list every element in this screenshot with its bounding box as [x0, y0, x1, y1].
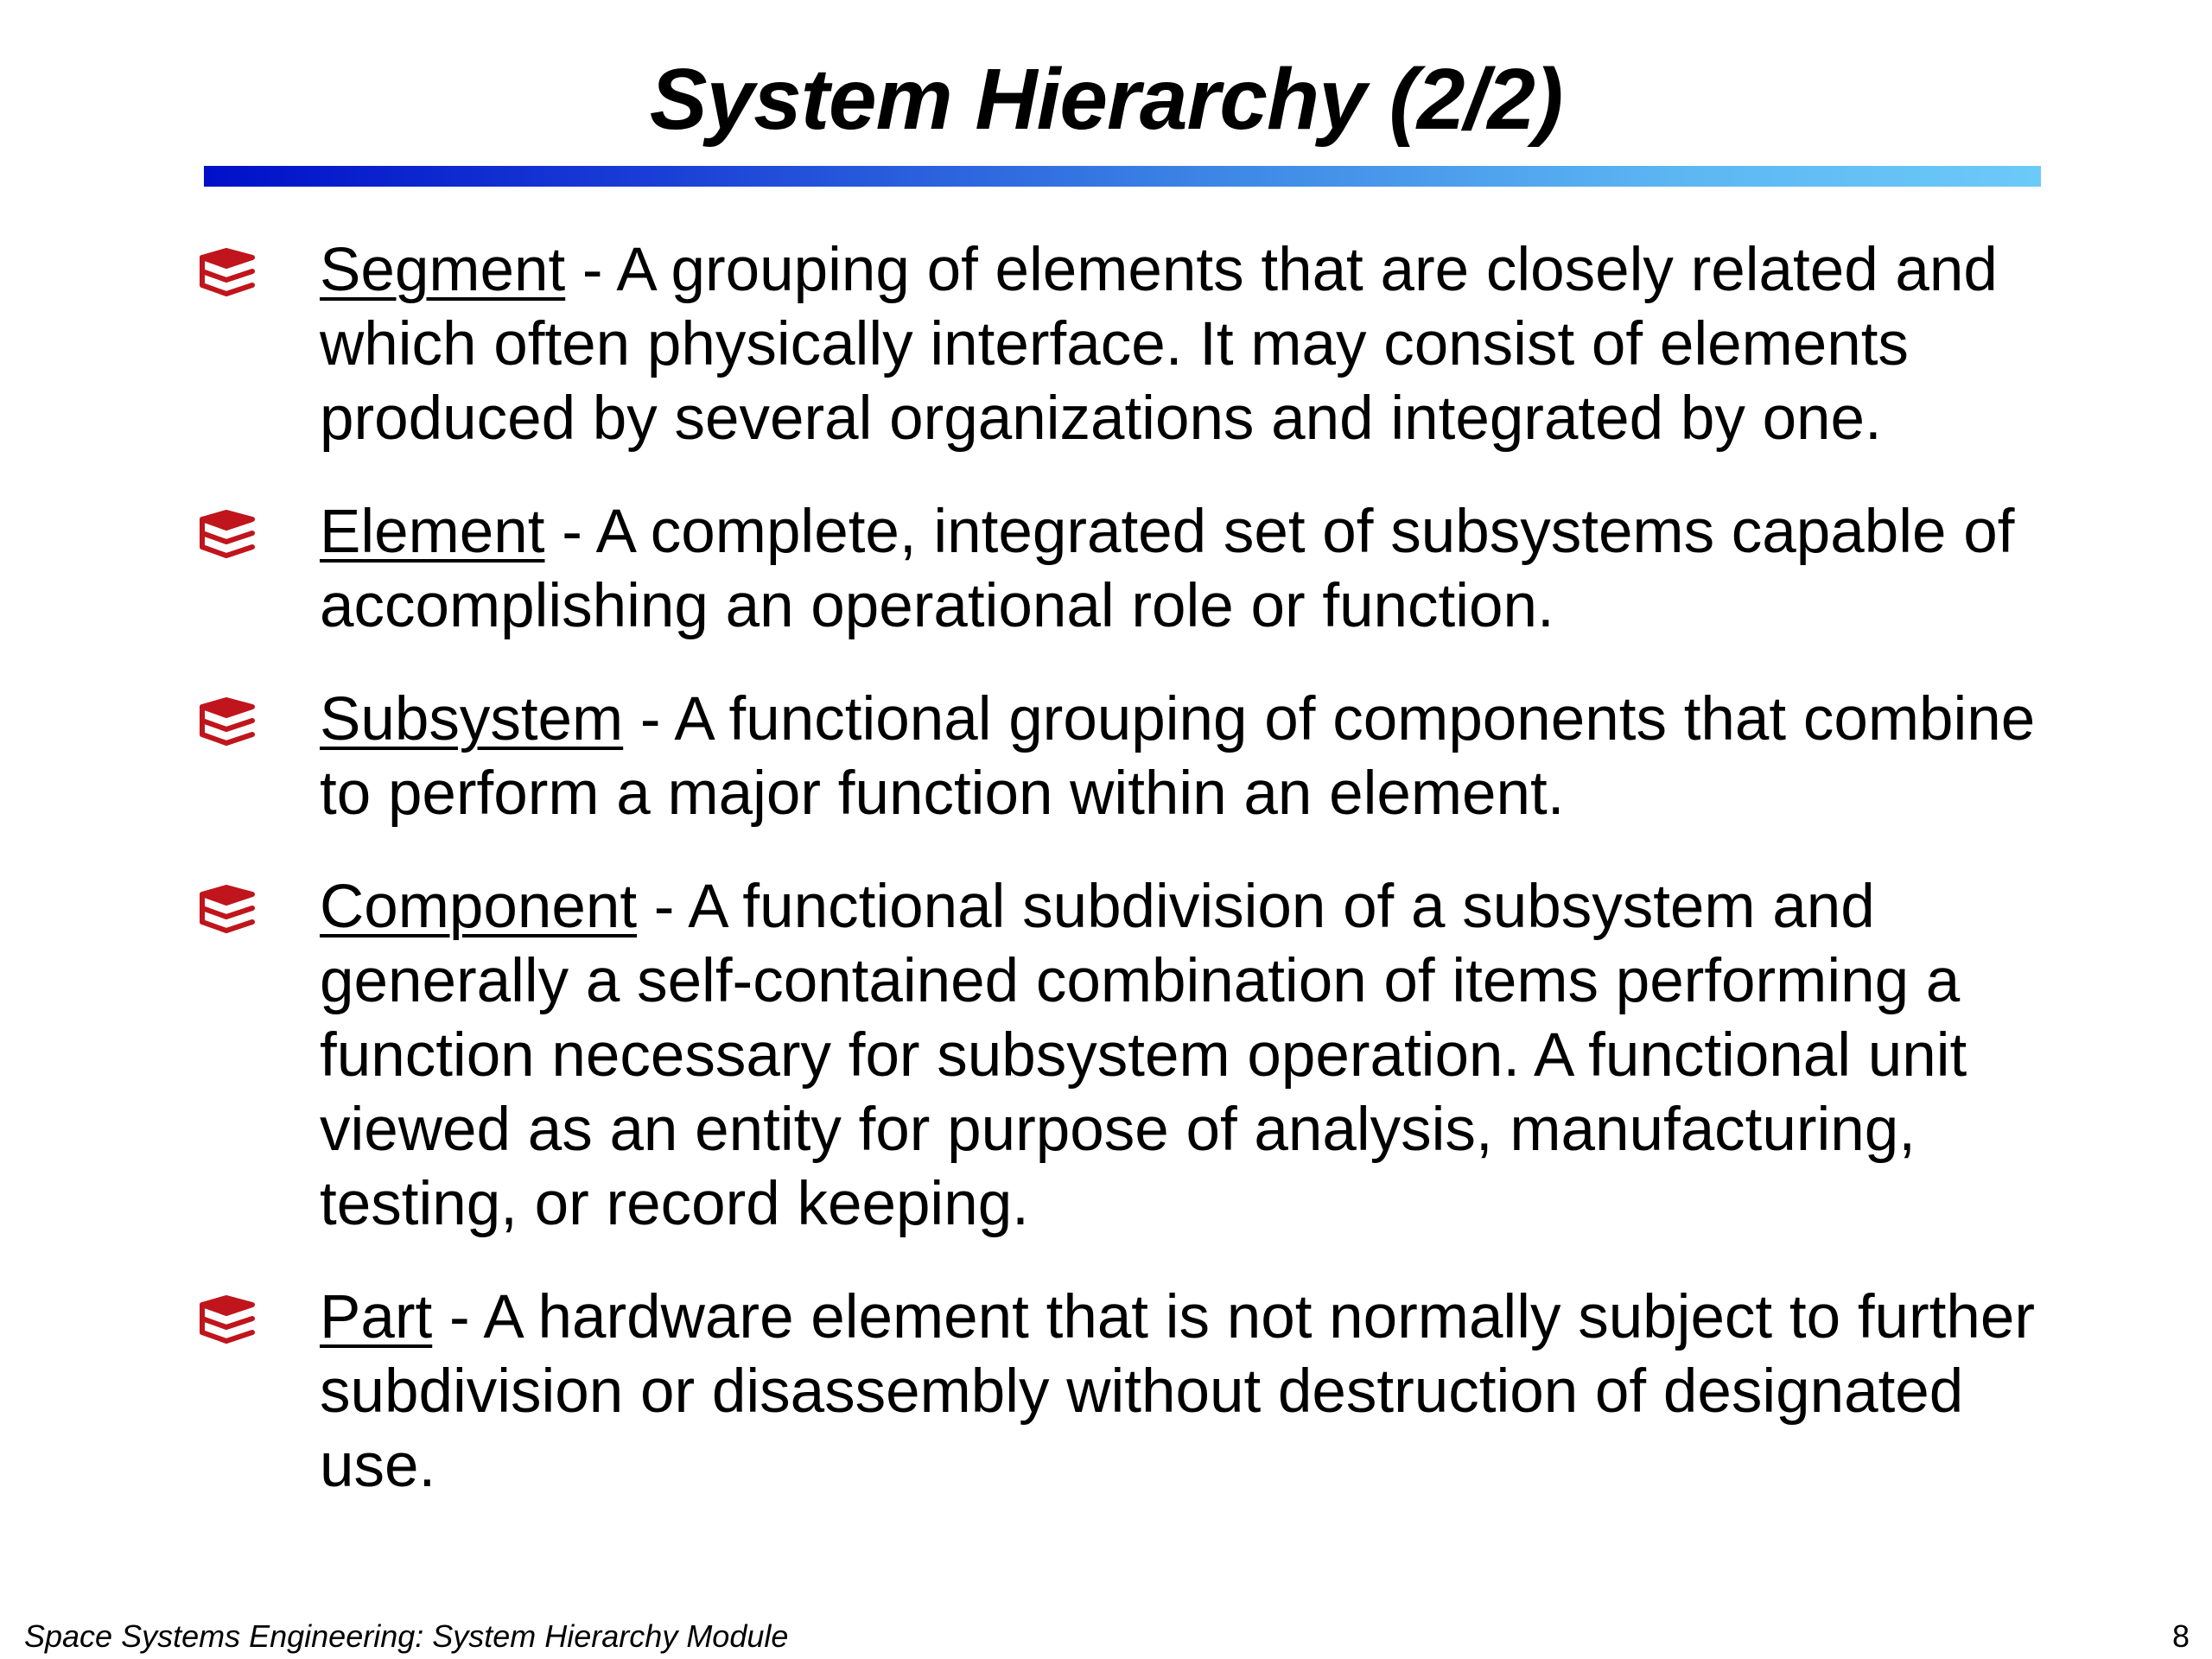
- title-underline-bar: [204, 166, 2041, 187]
- definition-list: [0, 233, 2212, 1542]
- term-label: Part: [320, 1283, 433, 1351]
- bullet-subsystem: [0, 683, 2212, 831]
- term-label: Component: [320, 873, 638, 941]
- term-label: Element: [320, 498, 545, 566]
- definition-text: - A functional subdivision of a subsystem and generally a self-contained combination of items performing a function necessary for subsystem operation. A functional unit viewed as an entity for purpose of analysis, manufacturing, testing, or record keeping.: [320, 873, 1967, 1238]
- bullet-component: [0, 870, 2212, 1242]
- term-label: Segment: [320, 236, 566, 304]
- footer-course-title: Space Systems Engineering: System Hierarchy Module: [24, 1618, 789, 1654]
- slide-title: System Hierarchy (2/2): [649, 51, 1563, 148]
- bullet-part: [0, 1281, 2212, 1503]
- definition-text: - A grouping of elements that are closely related and which often physically interface. It may consist of elements produced by several organizations and integrated by one.: [320, 236, 1998, 453]
- stacked-books-icon: [197, 247, 257, 304]
- stacked-books-icon: [197, 1294, 257, 1351]
- definition-text: - A hardware element that is not normally subject to further subdivision or disassembly without destruction of designated use.: [320, 1283, 2036, 1500]
- definition-text: - A functional grouping of components that combine to perform a major function within an element.: [320, 685, 2036, 828]
- term-label: Subsystem: [320, 685, 624, 753]
- definition-text: - A complete, integrated set of subsystems capable of accomplishing an operational role or function.: [320, 498, 2015, 640]
- stacked-books-icon: [197, 884, 257, 941]
- bullet-segment: [0, 233, 2212, 456]
- bullet-element: [0, 495, 2212, 644]
- stacked-books-icon: [197, 696, 257, 753]
- page-number: 8: [2171, 1618, 2190, 1654]
- stacked-books-icon: [197, 509, 257, 566]
